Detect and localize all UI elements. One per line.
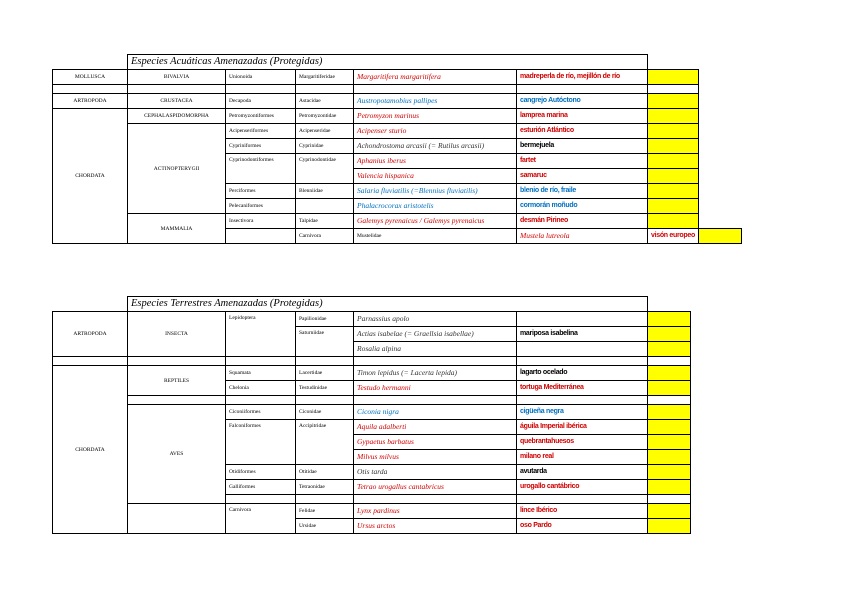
status-flag-cell [648,435,691,450]
species-cell: Galemys pyrenaicus / Galemys pyrenaicus [354,214,517,229]
species-cell: Parnassius apolo [354,312,517,327]
order-cell: Chelonia [226,381,296,396]
order-cell: Insectivora [226,214,296,229]
terrestrial-species-table [52,296,691,534]
species-cell: Lynx pardinus [354,504,517,519]
status-flag-cell [648,381,691,396]
family-cell: Blenniidae [296,184,354,199]
status-flag-cell [648,124,699,139]
order-cell: Squamata [226,366,296,381]
species-cell: Mustela lutreola [517,229,648,244]
species-cell: Salaria fluviatilis (=Blennius fluviatilis) [354,184,517,199]
class-cell: AVES [128,405,226,504]
status-flag-cell [648,214,699,229]
common-name-cell [517,342,648,357]
family-cell: Felidae [296,504,354,519]
family-cell: Lacertidae [296,366,354,381]
status-flag-cell [648,109,699,124]
class-cell: ACTINOPTERYGII [128,124,226,214]
family-cell: Ursidae [296,519,354,534]
order-cell: Carnivora [226,504,296,534]
order-cell: Ciconiiformes [226,405,296,420]
status-flag-cell [648,154,699,169]
family-cell: Acipenseridae [296,124,354,139]
terrestrial-title: Especies Terrestres Amenazadas (Protegidas) [128,297,648,312]
common-name-cell: águila Imperial ibérica [517,420,648,435]
phylum-cell [226,229,296,244]
common-name-cell: cigüeña negra [517,405,648,420]
family-cell: Margaritiferidae [296,70,354,85]
order-cell: Otidiformes [226,465,296,480]
common-name-cell: blenio de río, fraile [517,184,648,199]
common-name-cell: desmán Pirineo [517,214,648,229]
species-cell: Ciconia nigra [354,405,517,420]
common-name-cell: milano real [517,450,648,465]
species-cell: Gypaetus barbatus [354,435,517,450]
status-flag-cell [648,70,699,85]
status-flag-cell [648,420,691,435]
status-flag-cell [648,139,699,154]
order-cell: Falconiformes [226,420,296,465]
common-name-cell: bermejuela [517,139,648,154]
order-cell: Pelecaniformes [226,199,296,214]
species-cell: Aphanius iberus [354,154,517,169]
family-cell: Otitidae [296,465,354,480]
species-cell: Margaritifera margaritifera [354,70,517,85]
species-cell: Tetrao urogallus cantabricus [354,480,517,495]
family-cell: Accipitridae [296,420,354,465]
class-cell: REPTILES [128,366,226,396]
status-flag-cell [648,519,691,534]
common-name-cell: oso Pardo [517,519,648,534]
common-name-cell: fartet [517,154,648,169]
order-cell: Galliformes [226,480,296,495]
family-cell: Petromyzontidae [296,109,354,124]
status-flag-cell [648,94,699,109]
common-name-cell: esturión Atlántico [517,124,648,139]
class-cell: BIVALVIA [128,70,226,85]
order-cell: Cypriniformes [226,139,296,154]
species-cell: Timon lepidus (= Lacerta lepida) [354,366,517,381]
common-name-cell: cormorán moñudo [517,199,648,214]
family-cell: Mustelidae [354,229,517,244]
status-flag-cell [648,480,691,495]
phylum-cell: ARTROPODA [53,94,128,109]
common-name-cell: mariposa isabelina [517,327,648,342]
order-cell: Lepidoptera [226,312,296,357]
common-name-cell: lamprea marina [517,109,648,124]
family-cell: Papilionidae [296,312,354,327]
phylum-cell: MOLLUSCA [53,70,128,85]
aquatic-species-table [52,54,742,244]
order-cell: Acipenseriformes [226,124,296,139]
order-cell: Perciformes [226,184,296,199]
species-cell: Achondrostoma arcasii (= Rutilus arcasii) [354,139,517,154]
common-name-cell: tortuga Mediterránea [517,381,648,396]
status-flag-cell [648,312,691,327]
family-cell: Cyprinodontidae [296,154,354,184]
phylum-cell: CHORDATA [53,109,128,244]
class-cell [128,504,226,534]
phylum-cell: CHORDATA [53,366,128,534]
species-cell: Petromyzon marinus [354,109,517,124]
species-cell: Austropotamobius pallipes [354,94,517,109]
species-cell: Actias isabelae (= Graellsia isabellae) [354,327,517,342]
status-flag-cell [648,465,691,480]
family-cell: Saturniidae [296,327,354,357]
order-cell: Carnivora [296,229,354,244]
status-flag-cell [698,229,741,244]
common-name-cell: lagarto ocelado [517,366,648,381]
species-cell: Testudo hermanni [354,381,517,396]
class-cell: CEPHALASPIDOMORPHA [128,109,226,124]
order-cell: Cyprinodontiformes [226,154,296,184]
common-name-cell: madreperla de río, mejillón de río [517,70,648,85]
order-cell: Petromyzontiformes [226,109,296,124]
species-cell: Aquila adalberti [354,420,517,435]
order-cell: Decapoda [226,94,296,109]
common-name-cell: samaruc [517,169,648,184]
family-cell: Cyprinidae [296,139,354,154]
species-cell: Phalacrocorax aristotelis [354,199,517,214]
status-flag-cell [648,405,691,420]
status-flag-cell [648,342,691,357]
status-flag-cell [648,504,691,519]
family-cell: Talpidae [296,214,354,229]
status-flag-cell [648,450,691,465]
species-cell: Acipenser sturio [354,124,517,139]
family-cell: Astacidae [296,94,354,109]
species-cell: Milvus milvus [354,450,517,465]
common-name-cell [517,312,648,327]
class-cell: CRUSTACEA [128,94,226,109]
class-cell: MAMMALIA [128,214,226,244]
phylum-cell: ARTROPODA [53,312,128,357]
family-cell: Tetraonidae [296,480,354,495]
common-name-cell: cangrejo Autóctono [517,94,648,109]
common-name-cell: quebrantahuesos [517,435,648,450]
class-cell: INSECTA [128,312,226,357]
species-cell: Ursus arctos [354,519,517,534]
species-cell: Otis tarda [354,465,517,480]
common-name-cell: urogallo cantábrico [517,480,648,495]
status-flag-cell [648,169,699,184]
species-cell: Rosalia alpina [354,342,517,357]
species-cell: Valencia hispanica [354,169,517,184]
status-flag-cell [648,199,699,214]
family-cell: Ciconidae [296,405,354,420]
aquatic-title: Especies Acuáticas Amenazadas (Protegidas) [128,55,648,70]
common-name-cell: avutarda [517,465,648,480]
order-cell: Unionoida [226,70,296,85]
status-flag-cell [648,366,691,381]
status-flag-cell [648,184,699,199]
status-flag-cell [648,327,691,342]
common-name-cell: visón europeo [648,229,699,244]
family-cell [296,199,354,214]
family-cell: Testudinidae [296,381,354,396]
common-name-cell: lince Ibérico [517,504,648,519]
